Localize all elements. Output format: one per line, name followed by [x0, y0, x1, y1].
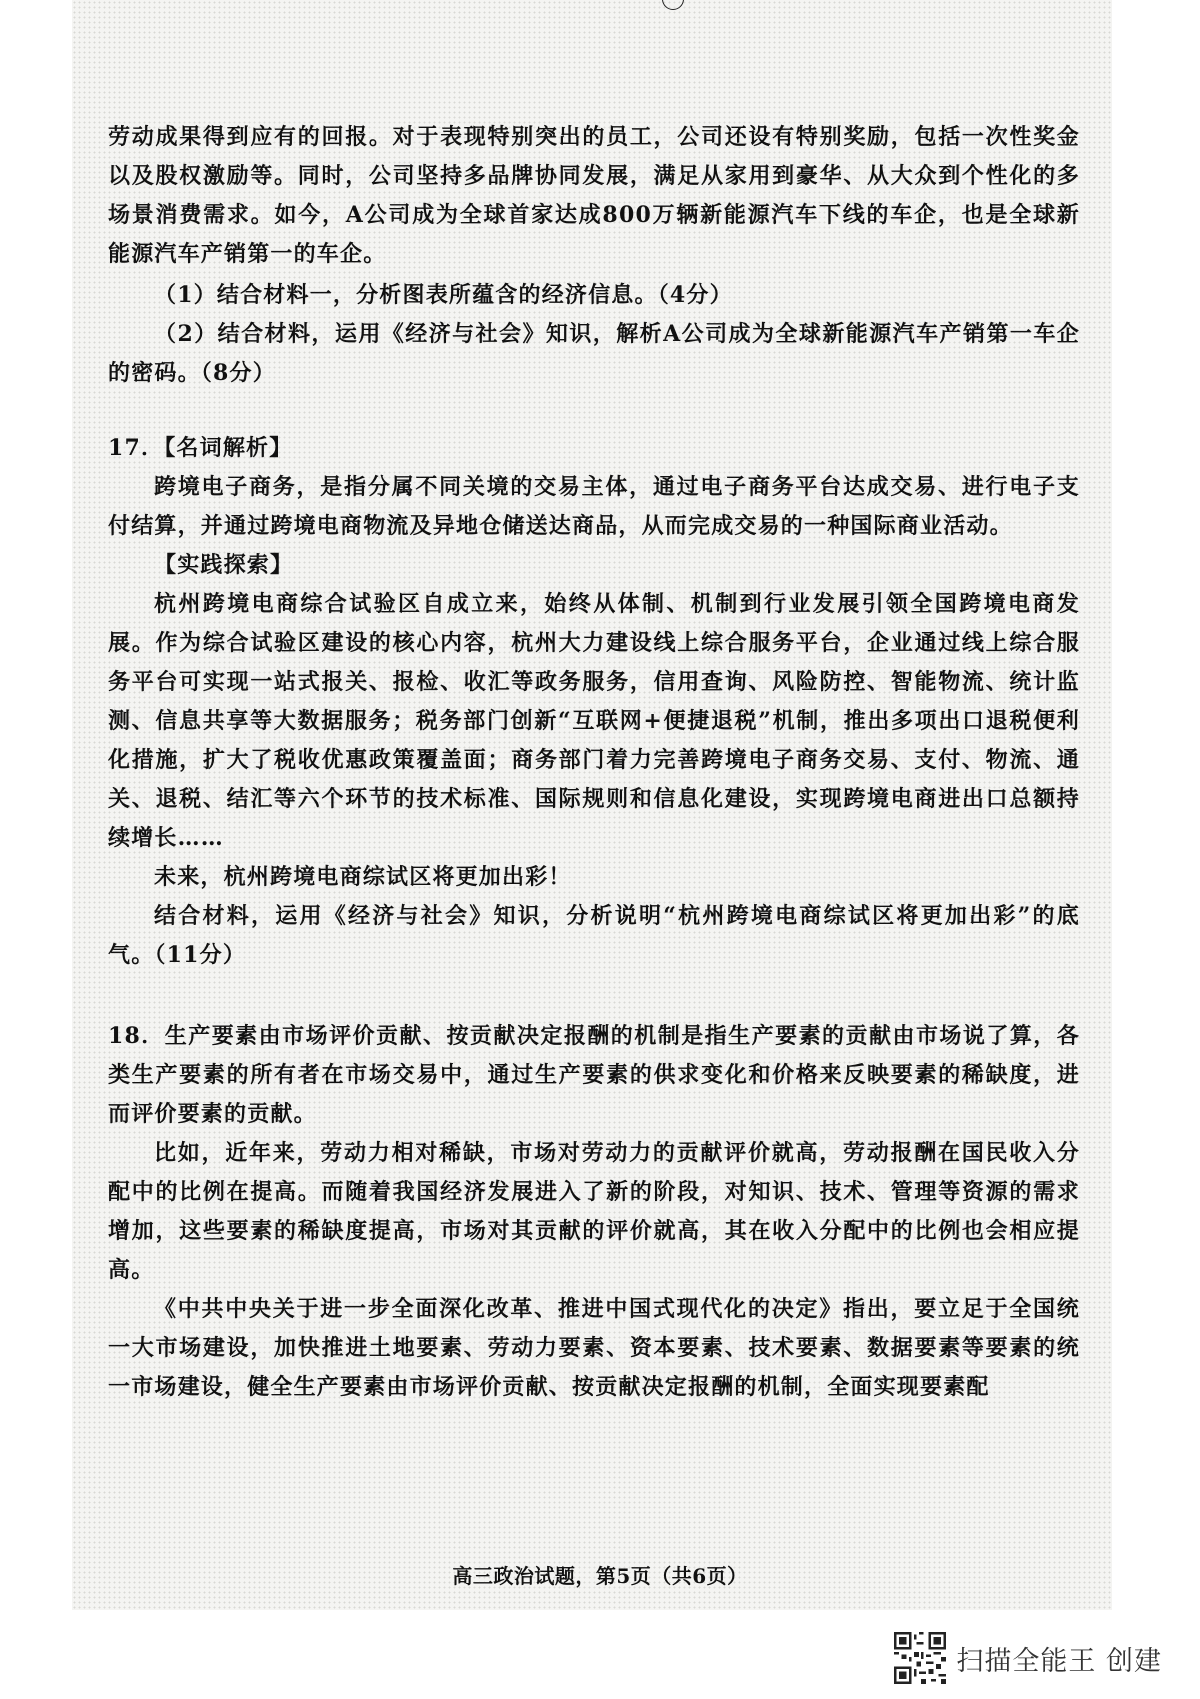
- question-18-intro: 18．生产要素由市场评价贡献、按贡献决定报酬的机制是指生产要素的贡献由市场说了算，各类生产要素的所有者在市场交易中，通过生产要素的供求变化和价格来反映要素的稀缺度，进而评价要素的贡献。: [108, 1023, 1080, 1127]
- question-16-part-2: （2）结合材料，运用《经济与社会》知识，解析A公司成为全球新能源汽车产销第一车企的密码。（8分）: [108, 321, 1080, 386]
- question-17-definition: 跨境电子商务，是指分属不同关境的交易主体，通过电子商务平台达成交易、进行电子支付结算，并通过跨境电商物流及异地仓储送达商品，从而完成交易的一种国际商业活动。: [108, 474, 1080, 539]
- question-17-practice-heading: 【实践探索】: [154, 552, 294, 578]
- question-16-part-1: （1）结合材料一，分析图表所蕴含的经济信息。（4分）: [154, 282, 733, 308]
- page-content: [108, 118, 1080, 1407]
- page-footer: 高三政治试题，第5页（共6页）: [452, 1564, 748, 1588]
- scanner-watermark: [894, 1632, 1162, 1684]
- question-17-prompt: 结合材料，运用《经济与社会》知识，分析说明“杭州跨境电商综试区将更加出彩”的底气。（11分）: [108, 903, 1080, 968]
- question-17-heading: 17．【名词解析】: [108, 435, 293, 461]
- question-18-paragraph-2: 比如，近年来，劳动力相对稀缺，市场对劳动力的贡献评价就高，劳动报酬在国民收入分配中的比例在提高。而随着我国经济发展进入了新的阶段，对知识、技术、管理等资源的需求增加，这些要素的稀缺度提高，市场对其贡献的评价就高，其在收入分配中的比例也会相应提高。: [108, 1140, 1080, 1283]
- question-17-future: 未来，杭州跨境电商综试区将更加出彩！: [154, 864, 572, 890]
- watermark-text: 扫描全能王 创建: [956, 1645, 1162, 1677]
- paragraph-continuation: 劳动成果得到应有的回报。对于表现特别突出的员工，公司还设有特别奖励，包括一次性奖金以及股权激励等。同时，公司坚持多品牌协同发展，满足从家用到豪华、从大众到个性化的多场景消费需求。如今，A公司成为全球首家达成800万辆新能源汽车下线的车企，也是全球新能源汽车产销第一的车企。: [108, 124, 1080, 267]
- question-18-paragraph-3: 《中共中央关于进一步全面深化改革、推进中国式现代化的决定》指出，要立足于全国统一大市场建设，加快推进土地要素、劳动力要素、资本要素、技术要素、数据要素等要素的统一市场建设，健全生产要素由市场评价贡献、按贡献决定报酬的机制，全面实现要素配: [108, 1296, 1080, 1400]
- question-17-practice-text: 杭州跨境电商综合试验区自成立来，始终从体制、机制到行业发展引领全国跨境电商发展。作为综合试验区建设的核心内容，杭州大力建设线上综合服务平台，企业通过线上综合服务平台可实现一站式报关、报检、收汇等政务服务，信用查询、风险防控、智能物流、统计监测、信息共享等大数据服务；税务部门创新“互联网+便捷退税”机制，推出多项出口退税便利化措施，扩大了税收优惠政策覆盖面；商务部门着力完善跨境电子商务交易、支付、物流、通关、退税、结汇等六个环节的技术标准、国际规则和信息化建设，实现跨境电商进出口总额持续增长……: [108, 591, 1080, 851]
- qr-code-icon: [894, 1632, 946, 1684]
- page-circle-mark: [662, 0, 684, 10]
